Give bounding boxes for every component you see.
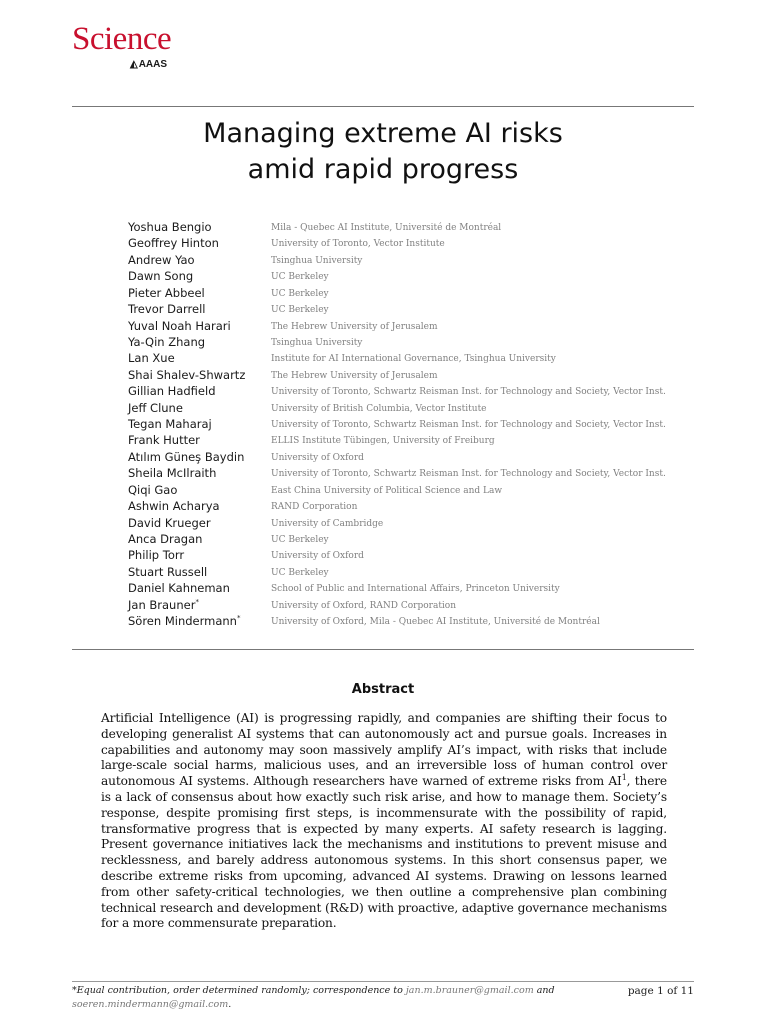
author-name <box>128 383 216 399</box>
email-link-mindermann[interactable]: soeren.mindermann@gmail.com <box>72 999 229 1010</box>
footnote-text: *Equal contribution, order determined randomly; correspondence to <box>72 985 406 996</box>
author-row <box>128 383 694 399</box>
author-row <box>128 515 694 531</box>
author-name-text: Jeff Clune <box>128 400 183 415</box>
title-line-1: Managing extreme AI risks <box>203 118 563 149</box>
author-affiliation: University of Oxford, RAND Corporation <box>271 600 457 611</box>
author-name <box>128 465 216 481</box>
author-name-text: Andrew Yao <box>128 252 195 267</box>
author-affiliation: UC Berkeley <box>271 288 329 299</box>
abstract-text-part-2: , there is a lack of consensus about how exactly such risk arise, and how to manage them. Society’s response, despite promising first steps, is incommensurate with the possibility of rapid, transformative progress that is expected by many experts. AI safety research is lagging. Present governance initiatives lack the mechanisms and institutions to prevent misuse and recklessness, and barely address autonomous systems. In this short consensus paper, we describe extreme risks from upcoming, advanced AI systems. Drawing on lessons learned from other safety-critical technologies, we then outline a comprehensive plan combining technical research and development (R&D) with proactive, adaptive governance mechanisms for a more commensurate preparation. <box>101 774 667 931</box>
author-name <box>128 547 184 563</box>
author-name <box>128 515 211 531</box>
author-affiliation: University of Toronto, Schwartz Reisman Inst. for Technology and Society, Vector Inst. <box>271 420 666 431</box>
author-affiliation: University of Oxford, Mila - Quebec AI Institute, Université de Montréal <box>271 617 600 628</box>
author-name <box>128 350 175 366</box>
author-name <box>128 482 177 498</box>
author-affiliation: UC Berkeley <box>271 305 329 316</box>
author-name-text: Qiqi Gao <box>128 482 178 497</box>
author-affiliation: University of Oxford <box>271 452 364 463</box>
aaas-triangle-icon: ◭ <box>130 59 138 70</box>
author-row <box>128 400 694 416</box>
aaas-label: AAAS <box>138 59 168 70</box>
author-name <box>128 580 230 596</box>
author-row <box>128 235 694 251</box>
author-name-text: Philip Torr <box>128 548 185 563</box>
author-name-text: Geoffrey Hinton <box>128 236 219 251</box>
author-name-text: Sheila McIlraith <box>128 466 217 481</box>
correspondence-footnote <box>72 984 592 1012</box>
author-row <box>128 285 694 301</box>
author-row <box>128 613 694 629</box>
author-row <box>128 268 694 284</box>
author-row <box>128 482 694 498</box>
author-affiliation: The Hebrew University of Jerusalem <box>271 321 438 332</box>
author-name-text: Trevor Darrell <box>128 302 206 317</box>
author-affiliation: University of Toronto, Schwartz Reisman Inst. for Technology and Society, Vector Inst. <box>271 387 666 398</box>
author-affiliation: University of Toronto, Vector Institute <box>271 239 445 250</box>
abstract-heading: Abstract <box>351 682 415 697</box>
page-number: page 1 of 11 <box>627 985 694 997</box>
author-affiliation: University of British Columbia, Vector Institute <box>271 403 487 414</box>
author-affiliation: UC Berkeley <box>271 535 329 546</box>
author-row <box>128 318 694 334</box>
author-name <box>128 334 205 350</box>
author-row <box>128 301 694 317</box>
abstract-text-part-1: Artificial Intelligence (AI) is progressing rapidly, and companies are shifting their focus to developing generalist AI systems that can autonomously act and pursue goals. Increases in capabilities and autonomy may soon massively amplify AI’s impact, with risks that include large-scale social harms, malicious uses, and an irreversible loss of human control over autonomous AI systems. Although researchers have warned of extreme risks from AI <box>101 711 667 789</box>
author-name-text: Stuart Russell <box>128 564 208 579</box>
author-row <box>128 432 694 448</box>
author-name <box>128 416 212 432</box>
author-affiliation: RAND Corporation <box>271 502 358 513</box>
author-name <box>128 449 244 465</box>
equal-contribution-mark: * <box>195 597 199 606</box>
author-affiliation: UC Berkeley <box>271 272 329 283</box>
author-name <box>128 252 195 268</box>
author-affiliation: Mila - Quebec AI Institute, Université de Montréal <box>271 223 502 233</box>
author-affiliation: Tsinghua University <box>271 255 363 266</box>
author-affiliation: ELLIS Institute Tübingen, University of Freiburg <box>271 436 495 447</box>
author-divider <box>72 649 694 650</box>
author-name-text: Anca Dragan <box>128 532 203 547</box>
author-name-text: Ya-Qin Zhang <box>128 334 206 349</box>
author-name <box>128 432 200 448</box>
author-row <box>128 547 694 563</box>
author-name-text: Lan Xue <box>128 351 175 366</box>
science-wordmark: Science <box>72 21 172 57</box>
email-link-brauner[interactable]: jan.m.brauner@gmail.com <box>405 985 534 996</box>
footnote-divider <box>72 981 694 982</box>
author-name-text: Yuval Noah Harari <box>128 318 231 333</box>
author-name <box>128 564 207 580</box>
author-name <box>128 219 212 235</box>
author-name-text: Atılım Güneş Baydin <box>128 449 245 464</box>
author-name <box>128 597 199 613</box>
footnote-joiner: and <box>533 985 555 996</box>
author-affiliation: UC Berkeley <box>271 567 329 578</box>
author-name-text: Shai Shalev-Shwartz <box>128 367 246 382</box>
author-row <box>128 580 694 596</box>
author-row <box>128 498 694 514</box>
author-name <box>128 301 205 317</box>
author-row <box>128 564 694 580</box>
abstract-body <box>101 711 667 932</box>
author-name-text: Daniel Kahneman <box>128 581 230 596</box>
author-row <box>128 597 694 613</box>
author-name-text: Dawn Song <box>128 269 194 284</box>
author-name <box>128 498 220 514</box>
author-row <box>128 449 694 465</box>
author-affiliation: Institute for AI International Governance, Tsinghua University <box>271 354 556 365</box>
author-affiliation: University of Cambridge <box>271 518 384 529</box>
author-affiliation: The Hebrew University of Jerusalem <box>271 370 438 381</box>
equal-contribution-mark: * <box>236 614 241 623</box>
author-name <box>128 285 205 301</box>
footnote-end: . <box>228 999 232 1010</box>
author-name-text: Ashwin Acharya <box>128 499 220 514</box>
author-row <box>128 252 694 268</box>
footnote-marker[interactable]: 1 <box>621 773 627 783</box>
author-name-text: David Krueger <box>128 515 211 530</box>
author-affiliation: East China University of Political Science and Law <box>271 485 503 496</box>
author-row <box>128 334 694 350</box>
author-affiliation: University of Toronto, Schwartz Reisman Inst. for Technology and Society, Vector Inst. <box>271 469 666 480</box>
author-name-text: Pieter Abbeel <box>128 285 205 300</box>
author-name-text: Sören Mindermann <box>128 614 237 629</box>
author-name-text: Yoshua Bengio <box>128 220 212 234</box>
author-name-text: Jan Brauner <box>128 597 196 612</box>
author-row <box>128 465 694 481</box>
author-name-text: Frank Hutter <box>128 433 200 448</box>
author-row <box>128 367 694 383</box>
author-name-text: Tegan Maharaj <box>128 417 212 432</box>
author-list <box>128 219 694 630</box>
author-name-text: Gillian Hadfield <box>128 384 216 399</box>
top-divider <box>72 106 694 107</box>
author-row <box>128 416 694 432</box>
author-row <box>128 219 694 235</box>
author-name <box>128 367 245 383</box>
author-name <box>128 613 240 629</box>
science-logo <box>72 20 182 70</box>
author-name <box>128 235 219 251</box>
author-row <box>128 531 694 547</box>
author-affiliation: Tsinghua University <box>271 337 363 348</box>
author-affiliation: University of Oxford <box>271 551 364 562</box>
title-line-2: amid rapid progress <box>247 154 519 185</box>
author-affiliation: School of Public and International Affairs, Princeton University <box>271 584 560 595</box>
author-row <box>128 350 694 366</box>
paper-title <box>72 116 694 188</box>
author-name <box>128 400 183 416</box>
author-name <box>128 268 193 284</box>
aaas-mark <box>130 58 167 72</box>
author-name <box>128 531 202 547</box>
author-name <box>128 318 231 334</box>
